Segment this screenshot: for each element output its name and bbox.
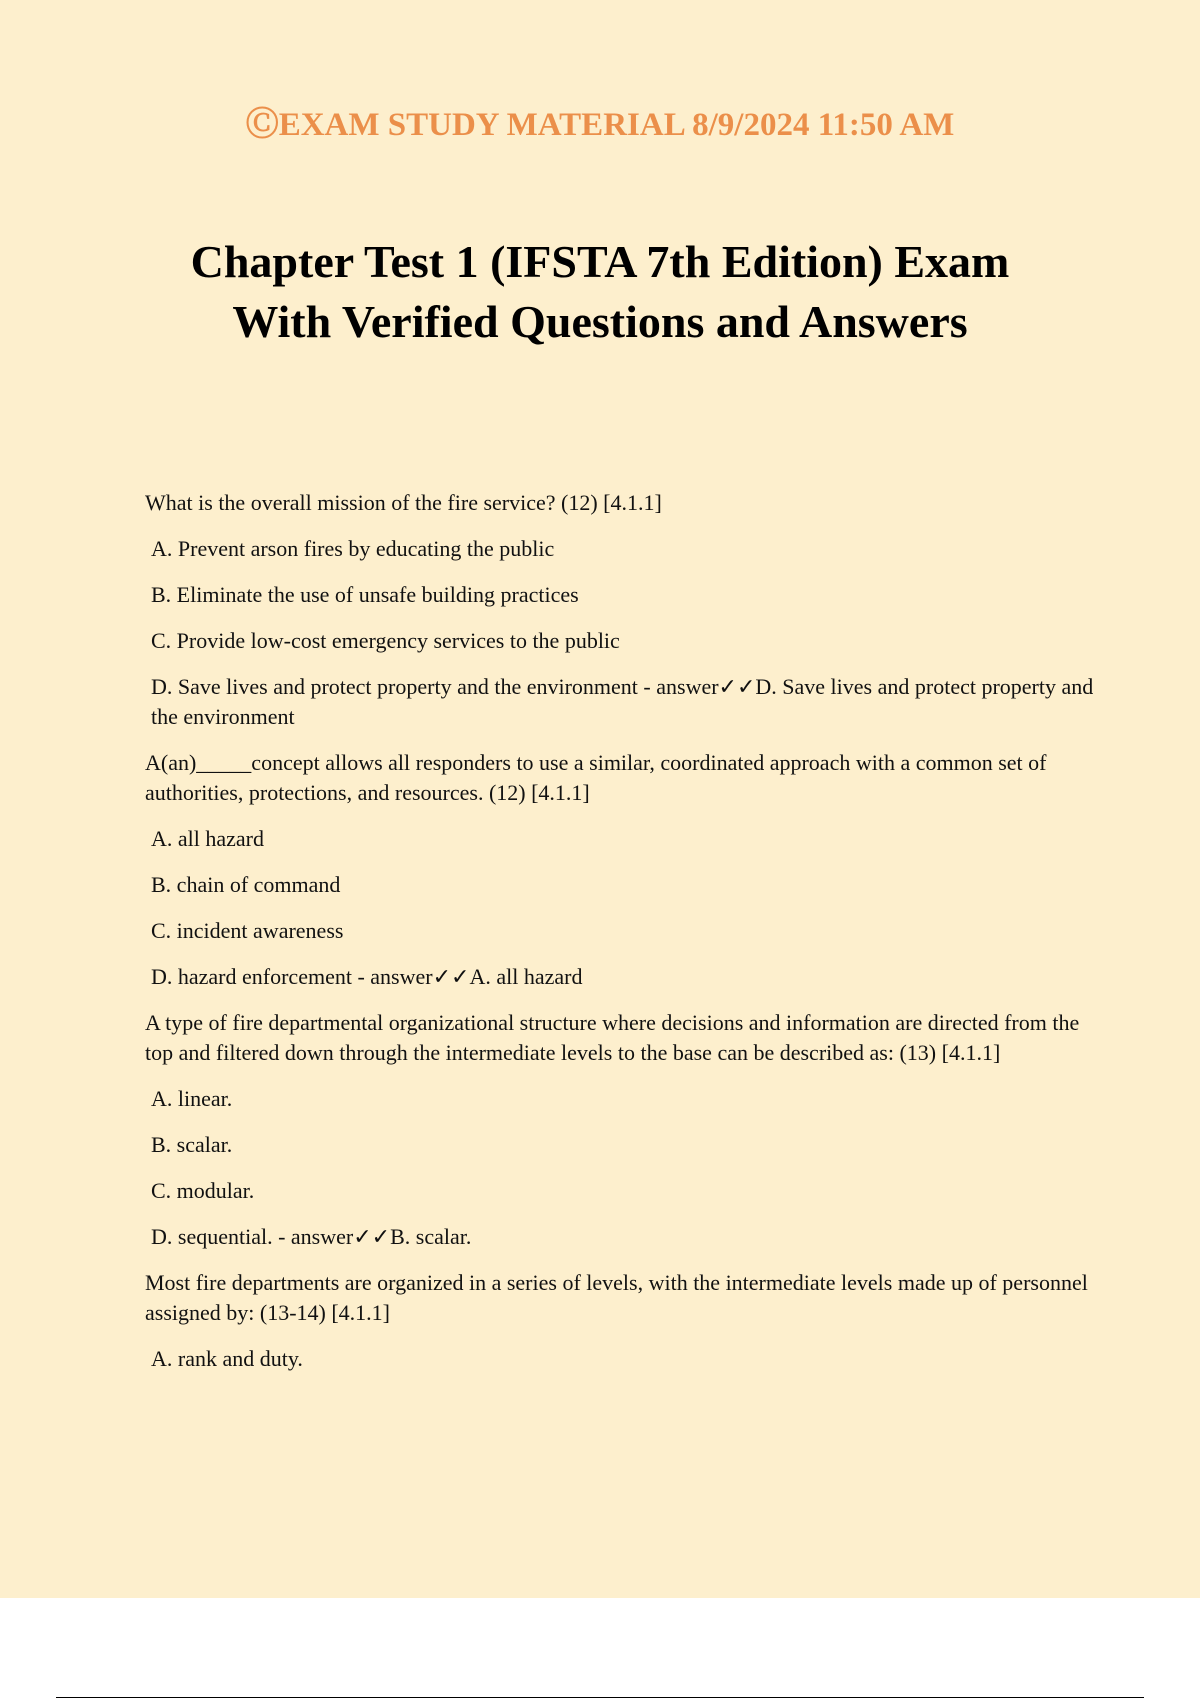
question-prompt: Most fire departments are organized in a series of levels, with the intermediate levels made up of personnel assigned by: (13-14) [4.1.1] [145,1270,1088,1325]
question-list [145,488,1095,1390]
answer-option-with-key: D. Save lives and protect property and the environment - answer✓✓D. Save lives and protect property and the environment [151,674,1094,729]
question-prompt: What is the overall mission of the fire service? (12) [4.1.1] [145,490,662,515]
question-prompt: A type of fire departmental organizational structure where decisions and information are directed from the top and filtered down through the intermediate levels to the base can be described as: (13) [4.1.1] [145,1010,1080,1065]
answer-option: A. Prevent arson fires by educating the public [151,536,555,561]
answer-option: C. incident awareness [151,918,344,943]
answer-option: B. chain of command [151,872,341,897]
title-line-1: Chapter Test 1 (IFSTA 7th Edition) Exam [190,236,1010,287]
answer-option-with-key: D. sequential. - answer✓✓B. scalar. [151,1224,472,1249]
watermark-header: ⒸEXAM STUDY MATERIAL 8/9/2024 11:50 AM [245,107,955,143]
answer-option: C. Provide low-cost emergency services to the public [151,628,620,653]
answer-option: A. linear. [151,1086,233,1111]
title-line-2: With Verified Questions and Answers [232,296,968,347]
answer-option: A. all hazard [151,826,264,851]
answer-option: B. scalar. [151,1132,233,1157]
answer-option: A. rank and duty. [151,1346,303,1371]
document-title [100,232,1100,352]
answer-option: B. Eliminate the use of unsafe building practices [151,582,579,607]
question-prompt: A(an)_____concept allows all responders to use a similar, coordinated approach with a common set of authorities, protections, and resources. (12) [4.1.1] [145,750,1047,805]
footer-divider [56,1697,1144,1698]
answer-option: C. modular. [151,1178,255,1203]
answer-option-with-key: D. hazard enforcement - answer✓✓A. all hazard [151,964,583,989]
